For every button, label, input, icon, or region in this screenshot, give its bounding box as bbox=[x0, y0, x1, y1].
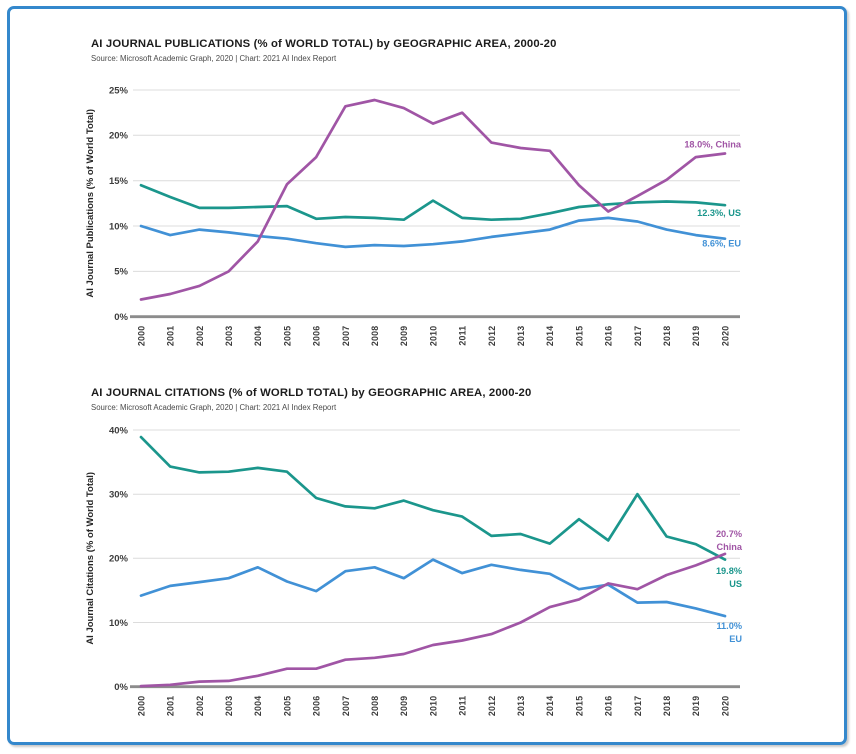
citations-chart-source: Source: Microsoft Academic Graph, 2020 | Chart: 2021 AI Index Report bbox=[91, 403, 337, 412]
x-tick-label: 2012 bbox=[486, 695, 497, 717]
x-tick-label: 2020 bbox=[720, 325, 731, 347]
y-tick-label: 30% bbox=[108, 489, 128, 501]
x-tick-label: 2003 bbox=[224, 695, 234, 717]
end-label-us: 19.8% US bbox=[715, 566, 742, 590]
x-tick-label: 2007 bbox=[340, 325, 351, 347]
end-label-eu: 11.0% EU bbox=[716, 621, 742, 645]
x-tick-label: 2008 bbox=[370, 695, 380, 717]
y-tick-label: 40% bbox=[108, 425, 128, 437]
x-tick-label: 2006 bbox=[311, 695, 322, 717]
x-tick-label: 2000 bbox=[136, 325, 147, 347]
x-tick-label: 2002 bbox=[194, 325, 205, 347]
x-tick-label: 2004 bbox=[253, 695, 264, 717]
y-tick-label: 0% bbox=[114, 682, 128, 693]
y-tick-label: 5% bbox=[114, 266, 128, 278]
x-tick-label: 2008 bbox=[370, 325, 380, 347]
x-tick-label: 2017 bbox=[632, 695, 643, 717]
x-tick-label: 2015 bbox=[574, 325, 585, 347]
x-tick-label: 2005 bbox=[282, 695, 293, 717]
end-label-china: 18.0%, China bbox=[684, 139, 741, 150]
line-eu bbox=[141, 218, 725, 247]
x-tick-label: 2009 bbox=[399, 695, 410, 717]
publications-chart-title: AI JOURNAL PUBLICATIONS (% of WORLD TOTAL) by GEOGRAPHIC AREA, 2000-20 bbox=[91, 38, 557, 50]
x-tick-label: 2013 bbox=[516, 325, 526, 347]
y-tick-label: 25% bbox=[108, 85, 128, 97]
y-tick-label: 10% bbox=[108, 221, 128, 233]
x-tick-label: 2003 bbox=[224, 325, 234, 347]
end-label-eu: 8.6%, EU bbox=[702, 238, 741, 249]
x-tick-label: 2016 bbox=[603, 695, 614, 717]
x-tick-label: 2014 bbox=[545, 325, 556, 347]
x-tick-label: 2015 bbox=[574, 695, 585, 717]
y-tick-label: 15% bbox=[108, 176, 128, 187]
x-tick-label: 2020 bbox=[720, 695, 731, 717]
x-tick-label: 2012 bbox=[486, 325, 497, 347]
x-tick-label: 2019 bbox=[691, 695, 702, 717]
y-tick-label: 0% bbox=[114, 312, 128, 323]
x-tick-label: 2006 bbox=[311, 325, 322, 347]
x-tick-label: 2002 bbox=[194, 695, 205, 717]
line-us bbox=[141, 185, 725, 220]
y-tick-label: 20% bbox=[108, 130, 128, 142]
x-tick-label: 2011 bbox=[457, 695, 468, 716]
publications-chart-source: Source: Microsoft Academic Graph, 2020 | Chart: 2021 AI Index Report bbox=[91, 54, 337, 63]
x-tick-label: 2001 bbox=[165, 695, 176, 717]
x-tick-label: 2009 bbox=[399, 325, 410, 347]
publications-line-chart bbox=[60, 75, 800, 375]
x-tick-label: 2014 bbox=[545, 695, 556, 717]
x-tick-label: 2007 bbox=[340, 695, 351, 717]
end-label-us: 12.3%, US bbox=[697, 208, 741, 219]
x-tick-label: 2011 bbox=[457, 325, 468, 346]
x-tick-label: 2013 bbox=[516, 695, 526, 717]
x-tick-label: 2004 bbox=[253, 325, 264, 347]
x-tick-label: 2016 bbox=[603, 325, 614, 347]
x-tick-label: 2005 bbox=[282, 325, 293, 347]
line-china bbox=[141, 554, 725, 686]
line-us bbox=[141, 437, 725, 559]
x-tick-label: 2018 bbox=[662, 695, 672, 717]
x-tick-label: 2000 bbox=[136, 695, 147, 717]
x-tick-label: 2010 bbox=[428, 325, 439, 347]
x-tick-label: 2010 bbox=[428, 695, 439, 717]
citations-chart-title: AI JOURNAL CITATIONS (% of WORLD TOTAL) by GEOGRAPHIC AREA, 2000-20 bbox=[91, 387, 532, 399]
x-tick-label: 2019 bbox=[691, 325, 702, 347]
citations-line-chart bbox=[60, 415, 800, 740]
x-tick-label: 2018 bbox=[662, 325, 672, 347]
y-tick-label: 10% bbox=[108, 617, 128, 629]
y-axis-title: AI Journal Citations (% of World Total) bbox=[85, 471, 96, 645]
x-tick-label: 2001 bbox=[165, 325, 176, 347]
y-axis-title: AI Journal Publications (% of World Total) bbox=[85, 108, 96, 298]
y-tick-label: 20% bbox=[108, 553, 128, 565]
end-label-china: 20.7% China bbox=[715, 528, 742, 552]
x-tick-label: 2017 bbox=[632, 325, 643, 347]
